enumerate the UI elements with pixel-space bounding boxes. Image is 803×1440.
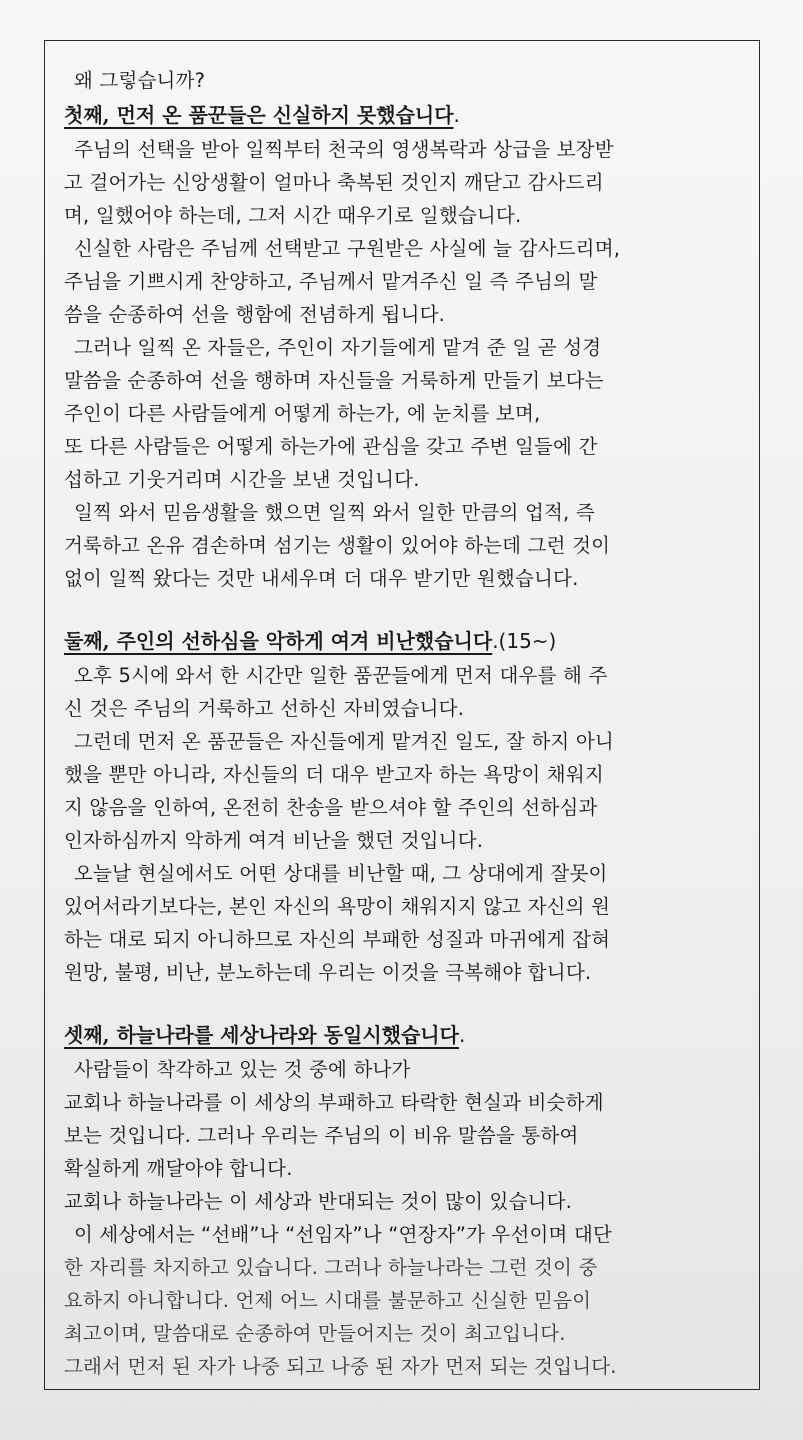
document-body xyxy=(64,64,754,1383)
paragraph-line: 보는 것입니다. 그러나 우리는 주님의 이 비유 말씀을 통하여 xyxy=(64,1124,579,1147)
paragraph-line: 일찍 와서 믿음생활을 했으면 일찍 와서 일한 만큼의 업적, 즉 xyxy=(74,501,595,524)
paragraph-line: 하는 대로 되지 아니하므로 자신의 부패한 성질과 마귀에게 잡혀 xyxy=(64,928,611,951)
paragraph-line: 교회나 하늘나라는 이 세상과 반대되는 것이 많이 있습니다. xyxy=(64,1190,573,1213)
paragraph-line: 한 자리를 차지하고 있습니다. 그러나 하늘나라는 그런 것이 중 xyxy=(64,1256,598,1279)
section-1-heading xyxy=(64,97,754,133)
paragraph-line: 오늘날 현실에서도 어떤 상대를 비난할 때, 그 상대에게 잘못이 xyxy=(74,862,608,885)
paragraph-line: 신 것은 주님의 거룩하고 선하신 자비였습니다. xyxy=(64,697,465,720)
paragraph-line: 거룩하고 온유 겸손하며 섬기는 생활이 있어야 하는데 그런 것이 xyxy=(64,534,611,557)
section-3-heading-text: 셋째, 하늘나라를 세상나라와 동일시했습니다 xyxy=(64,1023,459,1047)
paragraph-line: 그래서 먼저 된 자가 나중 되고 나중 된 자가 먼저 되는 것입니다. xyxy=(64,1355,617,1378)
paragraph-line: 이 세상에서는 “선배”나 “선임자”나 “연장자”가 우선이며 대단 xyxy=(74,1223,613,1246)
paragraph-line: 인자하심까지 악하게 여겨 비난을 했던 것입니다. xyxy=(64,829,484,852)
paragraph-line: 며, 일했어야 하는데, 그저 시간 때우기로 일했습니다. xyxy=(64,204,522,227)
paragraph-line: 지 않음을 인하여, 온전히 찬송을 받으셔야 할 주인의 선하심과 xyxy=(64,796,598,819)
paragraph-line: 했을 뿐만 아니라, 자신들의 더 대우 받고자 하는 욕망이 채워지 xyxy=(64,763,604,786)
paragraph-line: 확실하게 깨달아야 합니다. xyxy=(64,1157,293,1180)
section-2-heading-text: 둘째, 주인의 선하심을 악하게 여겨 비난했습니다 xyxy=(64,629,493,653)
paragraph-line: 주인이 다른 사람들에게 어떻게 하는가, 에 눈치를 보며, xyxy=(64,402,541,425)
section-3-heading-tail: . xyxy=(458,1023,466,1047)
section-1-heading-tail: . xyxy=(453,103,460,127)
section-spacer xyxy=(64,595,754,623)
paragraph-line: 섭하고 기웃거리며 시간을 보낸 것입니다. xyxy=(64,468,420,491)
intro-question: 왜 그렇습니까? xyxy=(74,69,206,92)
paragraph-line: 그런데 먼저 온 품꾼들은 자신들에게 맡겨진 일도, 잘 하지 아니 xyxy=(74,730,614,753)
section-spacer xyxy=(64,989,754,1017)
paragraph-line: 최고이며, 말씀대로 순종하여 만들어지는 것이 최고입니다. xyxy=(64,1322,566,1345)
paragraph-line: 씀을 순종하여 선을 행함에 전념하게 됩니다. xyxy=(64,303,446,326)
paragraph-line: 원망, 불평, 비난, 분노하는데 우리는 이것을 극복해야 합니다. xyxy=(64,961,592,984)
paragraph-line: 고 걸어가는 신앙생활이 얼마나 축복된 것인지 깨닫고 감사드리 xyxy=(64,171,604,194)
paragraph-line: 없이 일찍 왔다는 것만 내세우며 더 대우 받기만 원했습니다. xyxy=(64,567,579,590)
section-2-heading-tail: .(15~) xyxy=(492,629,557,653)
paragraph-line: 교회나 하늘나라를 이 세상의 부패하고 타락한 현실과 비슷하게 xyxy=(64,1091,604,1114)
section-3-heading xyxy=(64,1017,754,1053)
paragraph-line: 있어서라기보다는, 본인 자신의 욕망이 채워지지 않고 자신의 원 xyxy=(64,895,611,918)
paragraph-line: 말씀을 순종하여 선을 행하며 자신들을 거룩하게 만들기 보다는 xyxy=(64,369,604,392)
paragraph-line: 주님의 선택을 받아 일찍부터 천국의 영생복락과 상급을 보장받 xyxy=(74,138,614,161)
section-1-heading-text: 첫째, 먼저 온 품꾼들은 신실하지 못했습니다 xyxy=(64,103,454,127)
paragraph-line: 요하지 아니합니다. 언제 어느 시대를 불문하고 신실한 믿음이 xyxy=(64,1289,592,1312)
paragraph-line: 또 다른 사람들은 어떻게 하는가에 관심을 갖고 주변 일들에 간 xyxy=(64,435,598,458)
paragraph-line: 사람들이 착각하고 있는 것 중에 하나가 xyxy=(74,1058,411,1081)
paragraph-line: 주님을 기쁘시게 찬양하고, 주님께서 맡겨주신 일 즉 주님의 말 xyxy=(64,270,598,293)
paragraph-line: 신실한 사람은 주님께 선택받고 구원받은 사실에 늘 감사드리며, xyxy=(74,237,621,260)
paragraph-line: 그러나 일찍 온 자들은, 주인이 자기들에게 맡겨 준 일 곧 성경 xyxy=(74,336,602,359)
section-2-heading xyxy=(64,623,754,659)
paragraph-line: 오후 5시에 와서 한 시간만 일한 품꾼들에게 먼저 대우를 해 주 xyxy=(74,664,608,687)
